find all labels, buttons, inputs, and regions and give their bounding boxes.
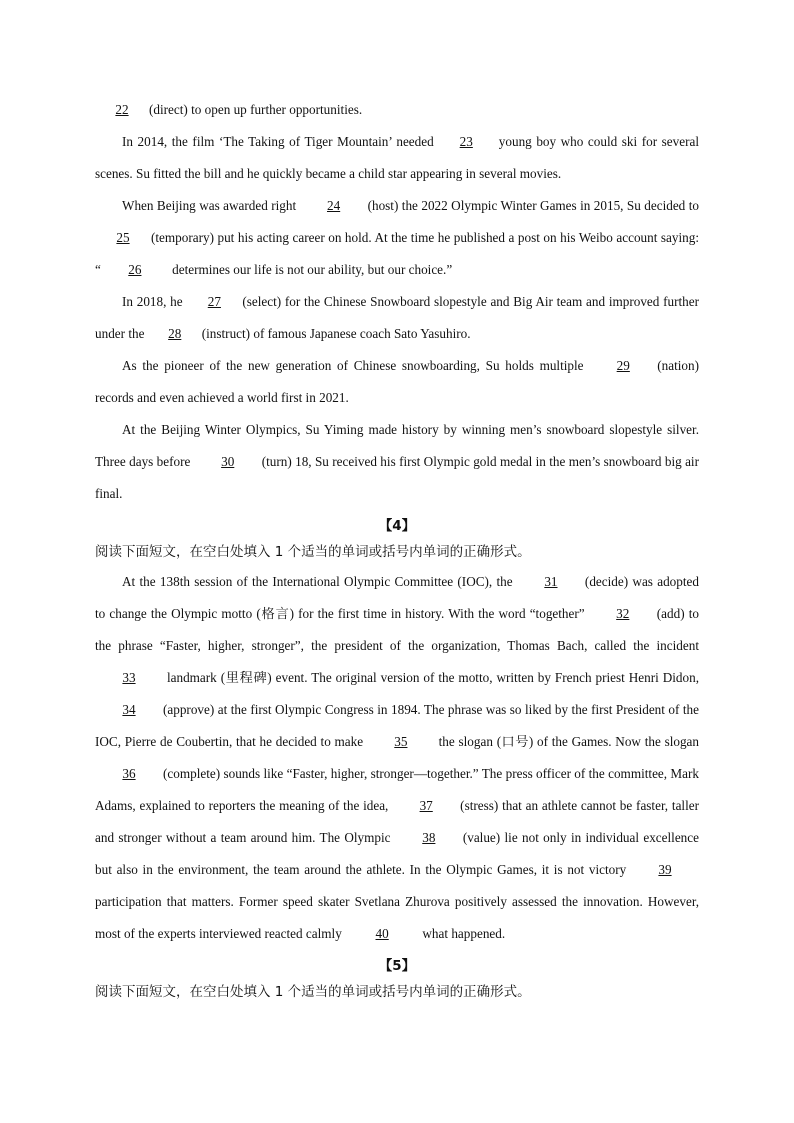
blank-22[interactable]: 22: [115, 102, 129, 117]
text: At the Beijing Winter Olympics, Su Yiming made history by winning men’s snowboard slopestyle silver. Three days before: [95, 422, 699, 469]
blank-33[interactable]: 33: [122, 670, 136, 685]
paragraph-29: [95, 350, 699, 414]
text: (temporary) put his acting career on hold. At the time he published a post on his Weibo account saying: “: [95, 230, 699, 277]
text: landmark (里程碑) event. The original version of the motto, written by French priest Henri Didon,: [163, 670, 699, 685]
blank-28[interactable]: 28: [168, 326, 182, 341]
text: (turn) 18, Su received his first Olympic gold medal in the men’s snowboard big air final.: [95, 454, 699, 501]
paragraph-22: [95, 94, 699, 126]
text: (select) for the Chinese Snowboard slopestyle and Big Air team and improved further under the: [95, 294, 699, 341]
text: participation that matters. Former speed skater Svetlana Zhurova positively assessed the innovation. However, most of the experts interviewed reacted calmly: [95, 894, 699, 941]
blank-37[interactable]: 37: [419, 798, 433, 813]
text: (decide) was adopted to change the Olympic motto (格言) for the first time in history. With the word “together”: [95, 574, 699, 621]
blank-27[interactable]: 27: [207, 294, 221, 309]
blank-34[interactable]: 34: [122, 702, 136, 717]
text: what happened.: [419, 926, 506, 941]
paragraph-24-26: [95, 190, 699, 286]
text: the slogan (口号) of the Games. Now the slogan: [434, 734, 699, 749]
blank-23[interactable]: 23: [459, 134, 473, 149]
paragraph-30: [95, 414, 699, 510]
text: (value) lie not only in individual excellence but also in the environment, the team around the athlete. In the Olympic Games, it is not victory: [95, 830, 699, 877]
text: In 2014, the film ‘The Taking of Tiger Mountain’ needed: [122, 134, 439, 149]
text: (instruct) of famous Japanese coach Sato Yasuhiro.: [201, 326, 471, 341]
text: (add) to the phrase “Faster, higher, stronger”, the president of the organization, Thomas Bach, called the incident: [95, 606, 699, 653]
text: (host) the 2022 Olympic Winter Games in 2015, Su decided to: [367, 198, 699, 213]
text: (approve) at the first Olympic Congress in 1894. The phrase was so liked by the first President of the IOC, Pierre de Coubertin, that he decided to make: [95, 702, 699, 749]
passage-4: [95, 566, 699, 950]
text: At the 138th session of the International Olympic Committee (IOC), the: [122, 574, 517, 589]
text: young boy who could ski for several scenes. Su fitted the bill and he quickly became a child star appearing in several movies.: [95, 134, 699, 181]
text: determines our life is not our ability, but our choice.”: [168, 262, 453, 277]
blank-24[interactable]: 24: [327, 198, 341, 213]
blank-32[interactable]: 32: [616, 606, 630, 621]
paragraph-23: [95, 126, 699, 190]
blank-40[interactable]: 40: [375, 926, 389, 941]
section-instruction-5: 阅读下面短文，在空白处填入 1 个适当的单词或括号内单词的正确形式。: [95, 984, 531, 1000]
paragraph-27-28: [95, 286, 699, 350]
text: (complete) sounds like “Faster, higher, stronger—together.” The press officer of the committee, Mark Adams, explained to reporters the meaning of the idea,: [95, 766, 699, 813]
blank-26[interactable]: 26: [128, 262, 142, 277]
blank-29[interactable]: 29: [616, 358, 630, 373]
section-heading-5: 【5】: [378, 958, 416, 974]
section-heading-4: 【4】: [378, 518, 416, 534]
blank-39[interactable]: 39: [658, 862, 672, 877]
text: (nation) records and even achieved a world first in 2021.: [95, 358, 699, 405]
text: When Beijing was awarded right: [122, 198, 300, 213]
text: (stress) that an athlete cannot be faster, taller and stronger without a team around him. The Olympic: [95, 798, 700, 845]
text: As the pioneer of the new generation of Chinese snowboarding, Su holds multiple: [122, 358, 590, 373]
blank-30[interactable]: 30: [221, 454, 235, 469]
text: (direct) to open up further opportunities.: [149, 102, 363, 117]
text: In 2018, he: [122, 294, 187, 309]
section-instruction-4: 阅读下面短文，在空白处填入 1 个适当的单词或括号内单词的正确形式。: [95, 544, 531, 560]
document-page: [95, 94, 699, 1005]
blank-31[interactable]: 31: [544, 574, 558, 589]
blank-36[interactable]: 36: [122, 766, 136, 781]
blank-38[interactable]: 38: [422, 830, 436, 845]
blank-35[interactable]: 35: [394, 734, 408, 749]
blank-25[interactable]: 25: [116, 230, 130, 245]
